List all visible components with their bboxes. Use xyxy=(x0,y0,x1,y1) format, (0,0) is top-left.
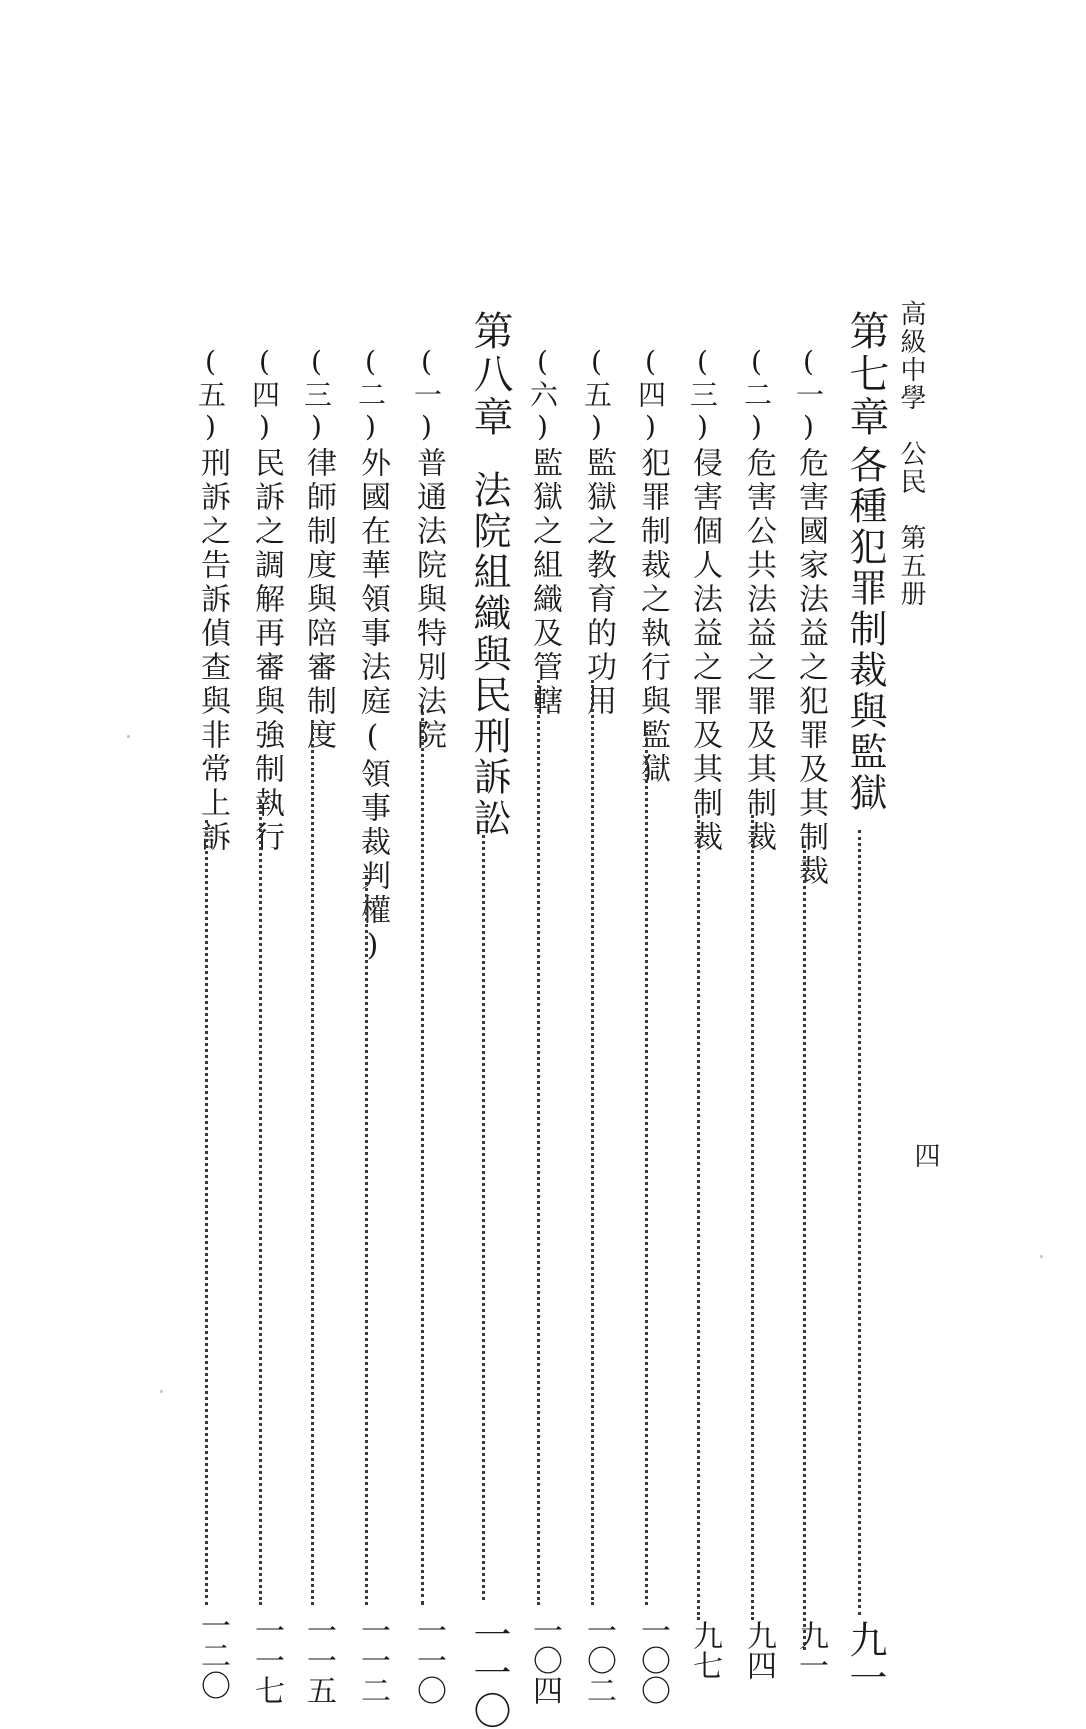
section-title: 普通法院與特別法院 xyxy=(411,447,446,753)
toc-entry[interactable] xyxy=(732,345,776,1680)
section-label: (六) xyxy=(526,345,559,445)
header-volume: 第五册 xyxy=(896,524,926,608)
section-title: 民訴之調解再審與強制執行 xyxy=(249,447,284,855)
leader-dots xyxy=(751,815,754,1620)
leader-dots xyxy=(259,800,262,1605)
section-title: 犯罪制裁之執行與監獄 xyxy=(635,447,670,787)
page-ref: 一〇四 xyxy=(527,1615,562,1705)
page-ref: 一〇二 xyxy=(581,1615,616,1705)
page-ref: 一一七 xyxy=(249,1615,284,1705)
section-title: 刑訴之告訴偵查與非常上訴 xyxy=(195,447,230,855)
leader-dots xyxy=(205,820,208,1605)
section-title: 監獄之教育的功用 xyxy=(581,447,616,719)
header-subject: 公民 xyxy=(896,440,926,496)
page-ref: 九四 xyxy=(741,1620,776,1680)
section-label: (四) xyxy=(634,345,667,445)
leader-dots xyxy=(858,830,861,1615)
section-label: (二) xyxy=(354,345,387,445)
page-ref: 九七 xyxy=(687,1620,722,1680)
section-label: (三) xyxy=(686,345,719,445)
toc-entry[interactable] xyxy=(784,345,828,1680)
section-label: (五) xyxy=(580,345,613,445)
section-title: 外國在華領事法庭(領事裁判權) xyxy=(355,447,390,967)
scan-speck xyxy=(127,735,130,738)
toc-entry[interactable] xyxy=(292,345,336,1705)
section-label: (四) xyxy=(248,345,281,445)
header-series: 高級中學 xyxy=(896,300,926,412)
page-ref: 一一二 xyxy=(355,1615,390,1705)
page-ref: 一一五 xyxy=(301,1615,336,1705)
toc-entry[interactable] xyxy=(572,345,616,1705)
leader-dots xyxy=(537,680,540,1605)
leader-dots xyxy=(421,705,424,1605)
section-label: (二) xyxy=(740,345,773,445)
chapter-label: 第八章 xyxy=(467,310,513,439)
page-ref: 一一〇 xyxy=(467,1615,511,1729)
toc-entry[interactable] xyxy=(346,345,390,1705)
page-ref: 一二〇 xyxy=(195,1610,230,1700)
leader-dots xyxy=(697,815,700,1620)
page-ref: 九一 xyxy=(793,1620,828,1680)
section-title: 律師制度與陪審制度 xyxy=(301,447,336,753)
leader-dots xyxy=(311,720,314,1605)
leader-dots xyxy=(482,835,485,1600)
page-number: 四 xyxy=(910,1142,940,1168)
leader-dots xyxy=(591,680,594,1605)
leader-dots xyxy=(803,845,806,1650)
running-header xyxy=(893,300,930,608)
section-label: (一) xyxy=(792,345,825,445)
section-title: 侵害個人法益之罪及其制裁 xyxy=(687,447,722,855)
scan-speck xyxy=(1040,1255,1043,1258)
section-label: (五) xyxy=(194,345,227,445)
section-title: 危害公共法益之罪及其制裁 xyxy=(741,447,776,855)
toc-entry-chapter-7[interactable] xyxy=(834,310,889,1696)
toc-entry[interactable] xyxy=(240,345,284,1705)
page-ref: 九一 xyxy=(843,1620,887,1696)
leader-dots xyxy=(365,875,368,1605)
toc-entry[interactable] xyxy=(518,345,562,1705)
leader-dots xyxy=(645,725,648,1605)
section-title: 危害國家法益之犯罪及其制裁 xyxy=(793,447,828,889)
toc-entry-chapter-8[interactable] xyxy=(458,310,513,1729)
section-title: 監獄之組織及管轄 xyxy=(527,447,562,719)
toc-entry[interactable] xyxy=(402,345,446,1705)
section-label: (三) xyxy=(300,345,333,445)
chapter-title: 各種犯罪制裁與監獄 xyxy=(843,445,887,814)
section-label: (一) xyxy=(410,345,443,445)
scan-speck xyxy=(160,1390,163,1393)
toc-entry[interactable] xyxy=(678,345,722,1680)
page-ref: 一〇〇 xyxy=(635,1615,670,1705)
toc-entry[interactable] xyxy=(186,345,230,1700)
toc-entry[interactable] xyxy=(626,345,670,1705)
page-ref: 一一〇 xyxy=(411,1615,446,1705)
chapter-label: 第七章 xyxy=(843,310,889,439)
chapter-title: 法院組織與民刑訴訟 xyxy=(467,470,511,839)
